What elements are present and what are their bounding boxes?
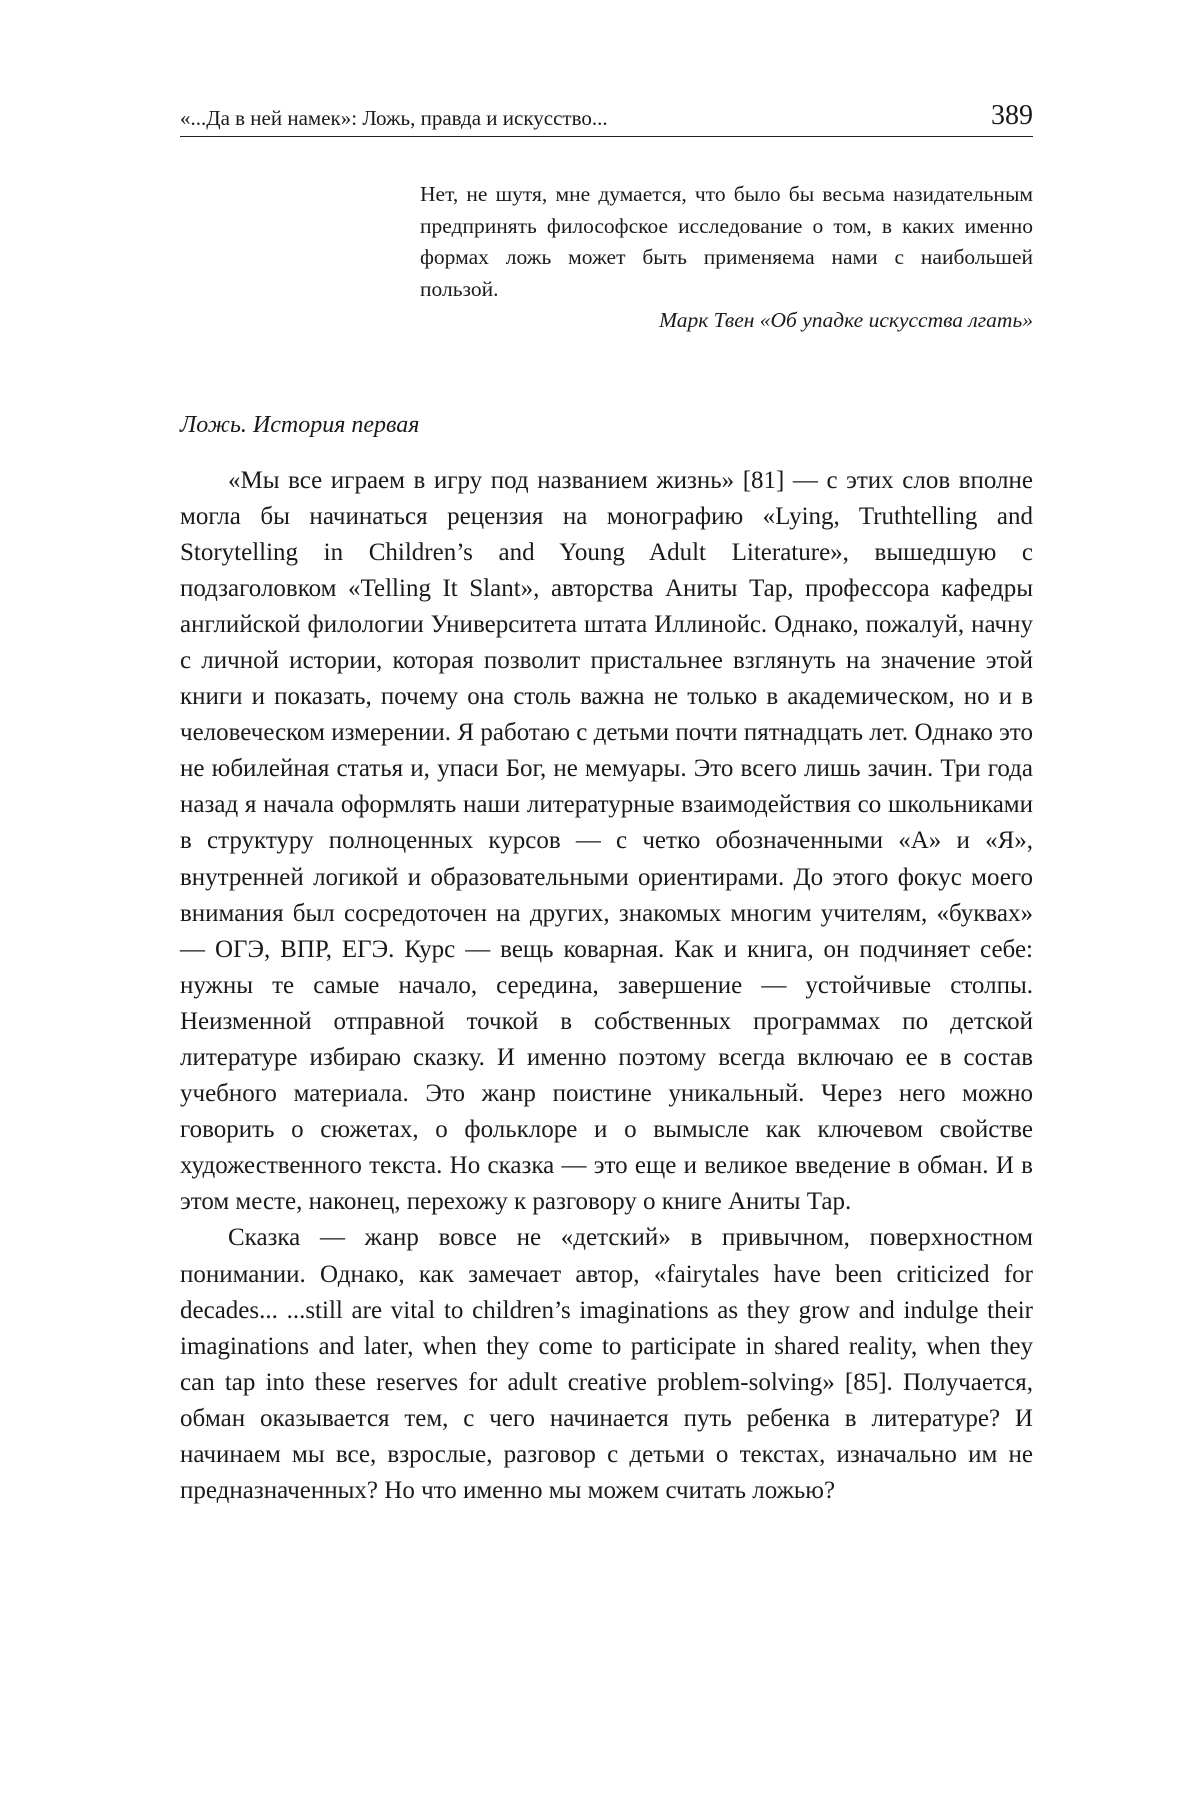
epigraph-text: Нет, не шутя, мне думается, что было бы весьма назидательным предпринять философское исследование о том, в каких именно формах ложь может быть применяема нами с наибольшей пользой. bbox=[420, 182, 1033, 301]
paragraph: «Мы все играем в игру под названием жизнь» [81] — с этих слов вполне могла бы начинаться рецензия на монографию «Lying, Truthtelling and Storytelling in Children’s and Young Adult Literature», вышедшую с подзаголовком «Telling It Slant», авторства Аниты Тар, профессора кафедры английской филологии Университета штата Иллинойс. Однако, пожалуй, начну с личной истории, которая позволит пристальнее взглянуть на значение этой книги и показать, почему она столь важна не только в академическом, но и в человеческом измерении. Я работаю с детьми почти пятнадцать лет. Однако это не юбилейная статья и, упаси Бог, не мемуары. Это всего лишь зачин. Три года назад я начала оформлять наши литературные взаимодействия со школьниками в структуру полноценных курсов — с четко обозначенными «А» и «Я», внутренней логикой и образовательными ориентирами. До этого фокус моего внимания был сосредоточен на других, знакомых многим учителям, «буквах» — ОГЭ, ВПР, ЕГЭ. Курс — вещь коварная. Как и книга, он подчиняет себе: нужны те самые начало, середина, завершение — устойчивые столпы. Неизменной отправной точкой в собственных программах по детской литературе избираю сказку. И именно поэтому всегда включаю ее в состав учебного материала. Это жанр поистине уникальный. Через него можно говорить о сюжетах, о фольклоре и о вымысле как ключевом свойстве художественного текста. Но сказка — это еще и великое введение в обман. И в этом месте, наконец, перехожу к разговору о книге Аниты Тар. bbox=[180, 466, 1033, 1216]
section-title: Ложь. История первая bbox=[180, 411, 420, 438]
book-page bbox=[180, 100, 1033, 1509]
epigraph bbox=[420, 179, 1033, 337]
body-text bbox=[180, 463, 1033, 1510]
running-head bbox=[180, 100, 1033, 137]
running-title: «...Да в ней намек»: Ложь, правда и искусство... bbox=[180, 106, 608, 130]
paragraph: Сказка — жанр вовсе не «детский» в привычном, поверхностном понимании. Однако, как замечает автор, «fairytales have been criticized for decades... ...still are vital to children’s imaginations as they grow and indulge their imaginations and later, when they come to participate in shared reality, when they can tap into these reserves for adult creative problem-solving» [85]. Получается, обман оказывается тем, с чего начинается путь ребенка в литературе? И начинаем мы все, взрослые, разговор с детьми о текстах, изначально им не предназначенных? Но что именно мы можем считать ложью? bbox=[180, 1224, 1033, 1505]
epigraph-attribution: Марк Твен «Об упадке искусства лгать» bbox=[659, 308, 1033, 332]
page-number: 389 bbox=[991, 100, 1033, 131]
